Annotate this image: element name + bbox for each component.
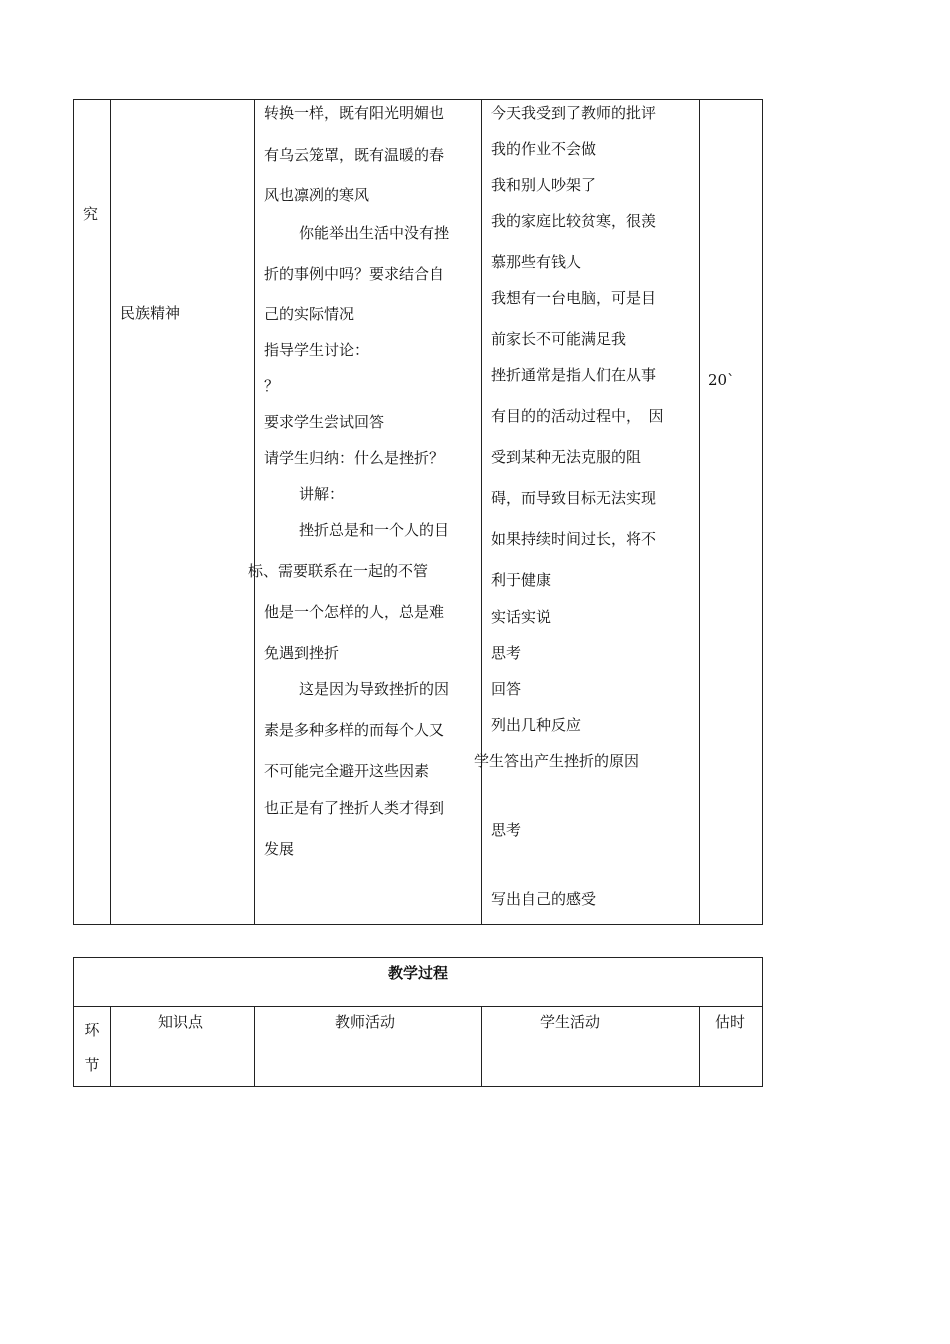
teacher-line: 指导学生讨论： [264, 341, 370, 359]
stage-cell: 究 [83, 205, 99, 223]
lower-col-divider-2 [254, 1006, 255, 1087]
teacher-line: 你能举出生活中没有挫 [299, 224, 450, 242]
upper-col-divider-3 [481, 99, 482, 925]
lower-col-divider-3 [481, 1006, 482, 1087]
header-time: 估时 [715, 1013, 746, 1031]
teacher-line: 风也凛冽的寒风 [264, 186, 370, 204]
teacher-line: 要求学生尝试回答 [264, 413, 385, 431]
teacher-line: 也正是有了挫折人类才得到 [264, 799, 445, 817]
header-student-activity: 学生活动 [540, 1013, 601, 1031]
student-line: 列出几种反应 [491, 716, 582, 734]
header-stage: 环节 [84, 1021, 100, 1074]
lower-col-divider-1 [110, 1006, 111, 1087]
upper-col-divider-4 [699, 99, 700, 925]
teacher-line: 素是多种多样的而每个人又 [264, 721, 445, 739]
teacher-line: 不可能完全避开这些因素 [264, 762, 430, 780]
teacher-line: 挫折总是和一个人的目 [299, 521, 450, 539]
teacher-line: ？ [264, 377, 280, 395]
student-line: 写出自己的感受 [491, 890, 597, 908]
student-line: 学生答出产生挫折的原因 [474, 752, 640, 770]
knowledge-cell: 民族精神 [120, 304, 181, 322]
student-line: 慕那些有钱人 [491, 253, 582, 271]
lower-col-divider-4 [699, 1006, 700, 1087]
teacher-line: 请学生归纳：什么是挫折？ [264, 449, 445, 467]
upper-col-divider-2 [254, 99, 255, 925]
student-line: 如果持续时间过长，将不 [491, 530, 657, 548]
student-line: 前家长不可能满足我 [491, 330, 627, 348]
teacher-line: 有乌云笼罩，既有温暖的春 [264, 146, 445, 164]
student-line: 我的作业不会做 [491, 140, 597, 158]
student-line: 我想有一台电脑，可是目 [491, 289, 657, 307]
header-knowledge: 知识点 [158, 1013, 204, 1031]
student-line: 思考 [491, 644, 522, 662]
student-line: 回答 [491, 680, 522, 698]
upper-col-divider-1 [110, 99, 111, 925]
student-line: 碍，而导致目标无法实现 [491, 489, 657, 507]
student-line: 实话实说 [491, 608, 552, 626]
student-line: 思考 [491, 821, 522, 839]
teacher-line: 这是因为导致挫折的因 [299, 680, 450, 698]
student-line: 利于健康 [491, 571, 552, 589]
teacher-line: 发展 [264, 840, 295, 858]
student-line: 挫折通常是指人们在从事 [491, 366, 657, 384]
student-line: 有目的的活动过程中， 因 [491, 407, 664, 425]
teacher-line: 免遇到挫折 [264, 644, 340, 662]
header-teacher-activity: 教师活动 [335, 1013, 396, 1031]
teacher-line: 折的事例中吗？要求结合自 [264, 265, 445, 283]
teacher-line: 讲解： [299, 485, 345, 503]
lower-title-divider [73, 1006, 763, 1007]
process-title: 教学过程 [387, 964, 448, 982]
teacher-line: 转换一样，既有阳光明媚也 [264, 104, 445, 122]
teacher-line: 标、需要联系在一起的不管 [248, 562, 429, 580]
student-line: 受到某种无法克服的阻 [491, 448, 642, 466]
student-line: 我和别人吵架了 [491, 176, 597, 194]
time-cell: 20` [708, 371, 735, 389]
student-line: 今天我受到了教师的批评 [491, 104, 657, 122]
teacher-line: 己的实际情况 [264, 305, 355, 323]
teacher-line: 他是一个怎样的人，总是难 [264, 603, 445, 621]
student-line: 我的家庭比较贫寒，很羡 [491, 212, 657, 230]
